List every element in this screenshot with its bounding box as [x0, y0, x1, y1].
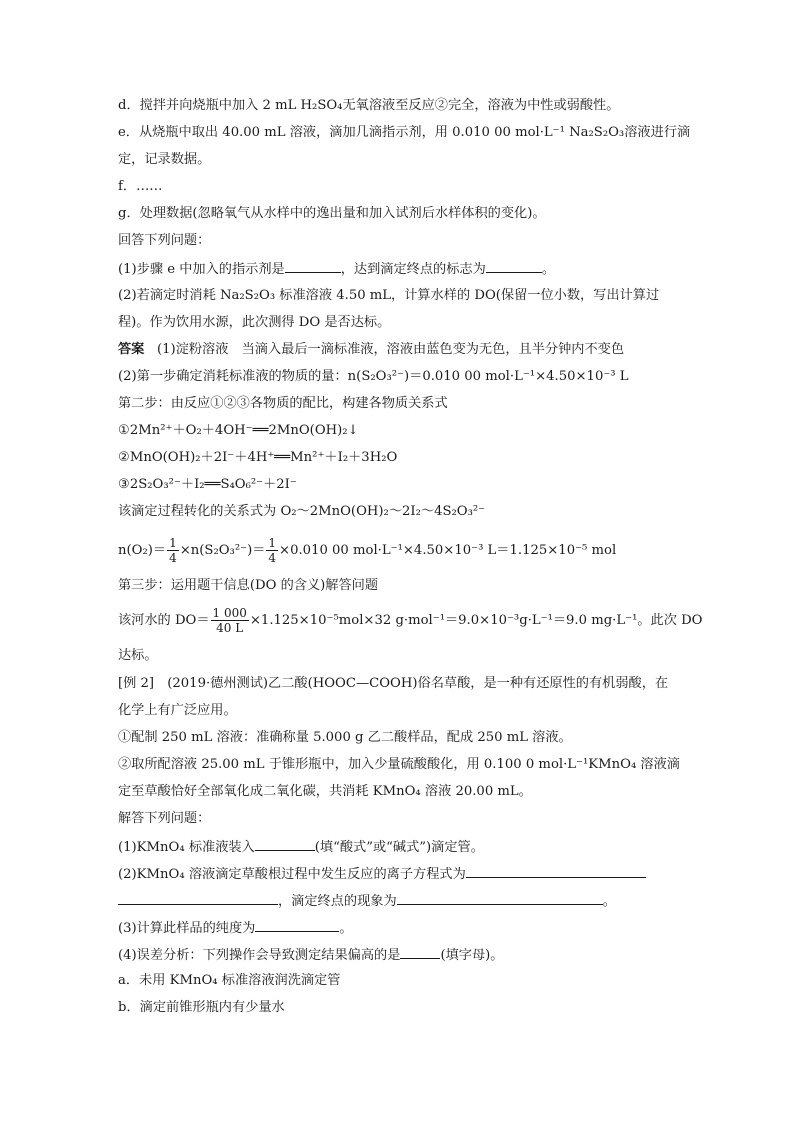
- question-1: (1)步骤 e 中加入的指示剂是 ，达到滴定终点的标志为 。: [118, 259, 678, 279]
- reaction-1: ①2Mn²⁺＋O₂＋4OH⁻══2MnO(OH)₂↓: [118, 423, 359, 438]
- do-conclusion: 达标。: [118, 648, 158, 663]
- example-2-question-1: (1)KMnO₄ 标准液装入 (填“酸式”或“碱式”)滴定管。: [118, 837, 678, 857]
- example-2-question-4: (4)误差分析：下列操作会导致测定结果偏高的是 (填字母)。: [118, 945, 678, 965]
- step-e-line: e．从烧瓶中取出 40.00 mL 溶液，滴加几滴指示剂，用 0.010 00 mol·L⁻¹ Na₂S₂O₃溶液进行滴: [118, 125, 691, 140]
- reaction-2: ②MnO(OH)₂＋2I⁻＋4H⁺══Mn²⁺＋I₂＋3H₂O: [118, 450, 398, 465]
- step-f-line: f．……: [118, 179, 163, 194]
- solution-step-2: 第二步：由反应①②③各物质的配比，构建各物质关系式: [118, 396, 448, 411]
- do-calculation: 该河水的 DO＝ $\frac{1 000}{40 L}$ ×1.125×10⁻⁵mol×32 g·mol⁻¹＝9.0×10⁻³g·L⁻¹＝9.0 mg·L⁻¹。此次 DO: [118, 606, 703, 635]
- step-g-line: g．处理数据(忽略氧气从水样中的逸出量和加入试剂后水样体积的变化)。: [118, 206, 546, 221]
- example-2-step-2: ②取所配溶液 25.00 mL 于锥形瓶中，加入少量硫酸酸化，用 0.100 0 mol·L⁻¹KMnO₄ 溶液滴: [118, 757, 680, 772]
- fraction-one-quarter: $\frac{1}{4}$: [169, 536, 177, 565]
- oxygen-amount-equation: n(O₂)＝ $\frac{1}{4}$ ×n(S₂O₃²⁻)＝ $\frac{1}{4}$ ×0.010 00 mol·L⁻¹×4.50×10⁻³ L＝1.125×10⁻⁵ mol: [118, 536, 617, 565]
- option-b: b．滴定前锥形瓶内有少量水: [118, 1000, 285, 1015]
- solution-step-3: 第三步：运用题干信息(DO 的含义)解答问题: [118, 578, 379, 593]
- fraction-one-quarter: $\frac{1}{4}$: [268, 536, 277, 565]
- example-2-question-3: (3)计算此样品的纯度为 。: [118, 918, 678, 938]
- answer-blank: [118, 891, 278, 905]
- example-2-question-2-continuation: ，滴定终点的现象为 。: [118, 891, 678, 911]
- example-2-question-2: (2)KMnO₄ 溶液滴定草酸根过程中发生反应的离子方程式为: [118, 864, 678, 884]
- answer-label: 答案: [118, 342, 145, 357]
- answer-blank: [397, 891, 603, 905]
- relationship-line: 该滴定过程转化的关系式为 O₂～2MnO(OH)₂～2I₂～4S₂O₃²⁻: [118, 504, 486, 519]
- questions-heading: 回答下列问题：: [118, 233, 211, 248]
- question-2: (2)若滴定时消耗 Na₂S₂O₃ 标准溶液 4.50 mL，计算水样的 DO(保留一位小数，写出计算过: [118, 288, 660, 303]
- example-2-intro: [例 2] (2019·德州测试)乙二酸(HOOC—COOH)俗名草酸，是一种有还原性的有机弱酸，在: [118, 676, 669, 691]
- example-2-step-2-continuation: 定至草酸恰好全部氧化成二氧化碳，共消耗 KMnO₄ 溶液 20.00 mL。: [118, 784, 532, 799]
- answer-line: 答案 (1)淀粉溶液 当滴入最后一滴标准液，溶液由蓝色变为无色，且半分钟内不变色: [118, 342, 625, 357]
- answer-blank: [285, 259, 341, 273]
- answer-blank: [255, 918, 339, 932]
- fraction-volume: $\frac{1 000}{40 L}$: [212, 606, 247, 635]
- example-2-questions-heading: 解答下列问题：: [118, 811, 211, 826]
- answer-blank: [255, 837, 315, 851]
- step-e-continuation: 定，记录数据。: [118, 152, 211, 167]
- reaction-3: ③2S₂O₃²⁻＋I₂══S₄O₆²⁻＋2I⁻: [118, 477, 297, 492]
- solution-step-1: (2)第一步确定消耗标准液的物质的量：n(S₂O₃²⁻)＝0.010 00 mol·L⁻¹×4.50×10⁻³ L: [118, 369, 629, 384]
- example-2-step-1: ①配制 250 mL 溶液：准确称量 5.000 g 乙二酸样品，配成 250 mL 溶液。: [118, 730, 572, 745]
- answer-blank: [400, 945, 440, 959]
- example-2-intro-continuation: 化学上有广泛应用。: [118, 703, 237, 718]
- answer-blank: [486, 259, 542, 273]
- option-a: a．未用 KMnO₄ 标准溶液润洗滴定管: [118, 973, 341, 988]
- step-d-line: d．搅拌并向烧瓶中加入 2 mL H₂SO₄无氧溶液至反应②完全，溶液为中性或弱酸性。: [118, 98, 620, 113]
- answer-blank: [466, 864, 646, 878]
- question-2-continuation: 程)。作为饮用水源，此次测得 DO 是否达标。: [118, 315, 391, 330]
